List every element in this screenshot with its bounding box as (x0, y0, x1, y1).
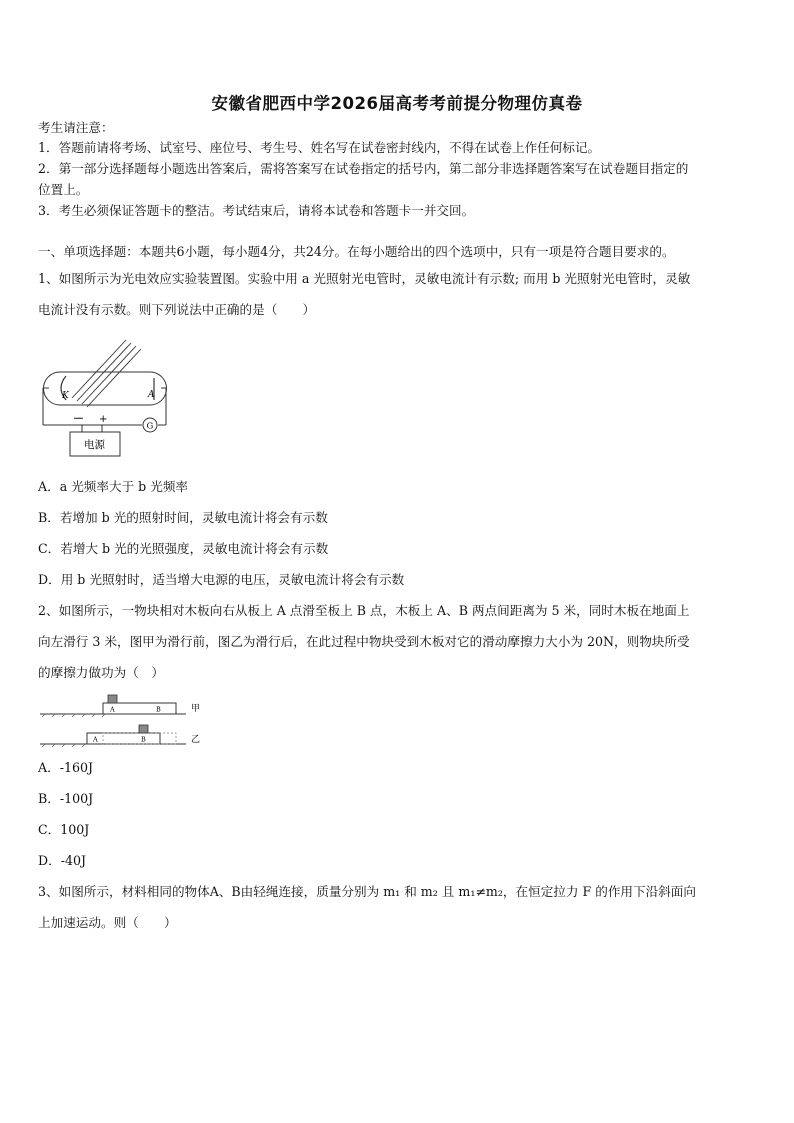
sliding-block-figure (38, 692, 208, 750)
q3-stem-line: 上加速运动。则（ ） (38, 915, 177, 930)
cathode-label: K (62, 391, 69, 401)
exam-title: 安徽省肥西中学2026届高考考前提分物理仿真卷 (211, 94, 583, 113)
q2-option-b[interactable]: B．-100J (38, 791, 94, 806)
point-b-label: B (141, 735, 146, 744)
q1-option-a[interactable]: A．a 光频率大于 b 光频率 (38, 479, 189, 494)
notice-item: 2．第一部分选择题每小题选出答案后，需将答案写在试卷指定的括号内，第二部分非选择题答案写在试卷题目指定的 (38, 161, 689, 176)
notice-item: 位置上。 (38, 182, 89, 197)
galvanometer-label: G (146, 421, 154, 432)
minus-terminal-label: － (73, 412, 84, 425)
q1-option-b[interactable]: B．若增加 b 光的照射时间，灵敏电流计将会有示数 (38, 510, 328, 525)
anode-label: A (148, 390, 155, 400)
power-supply-label: 电源 (84, 439, 105, 451)
notice-item: 3．考生必须保证答题卡的整洁。考试结束后，请将本试卷和答题卡一并交回。 (38, 203, 475, 218)
figure-yi (40, 725, 200, 747)
photoelectric-apparatus-figure (38, 334, 168, 459)
figure-jia-label: 甲 (191, 704, 201, 714)
board-yi (87, 733, 160, 744)
point-b-label: B (156, 705, 161, 714)
q2-option-c[interactable]: C．100J (38, 822, 90, 837)
q2-stem-line: 向左滑行 3 米，图甲为滑行前，图乙为滑行后，在此过程中物块受到木板对它的滑动摩擦力大小为 20N，则物块所受 (38, 634, 690, 649)
notice-item: 1．答题前请将考场、试室号、座位号、考生号、姓名写在试卷密封线内，不得在试卷上作任何标记。 (38, 140, 601, 155)
q2-option-a[interactable]: A．-160J (38, 760, 94, 775)
block-yi (139, 725, 148, 733)
q1-option-d[interactable]: D．用 b 光照射时，适当增大电源的电压，灵敏电流计将会有示数 (38, 572, 405, 587)
q1-stem-line: 1、如图所示为光电效应实验装置图。实验中用 a 光照射光电管时，灵敏电流计有示数; 而用 b 光照射光电管时，灵敏 (38, 271, 691, 286)
q1-stem-line: 电流计没有示数。则下列说法中正确的是（ ） (38, 302, 316, 317)
section-heading: 一、单项选择题：本题共6小题，每小题4分，共24分。在每小题给出的四个选项中，只有一项是符合题目要求的。 (38, 244, 675, 259)
point-a-label: A (110, 705, 115, 714)
figure-yi-label: 乙 (191, 735, 201, 745)
q1-option-c[interactable]: C．若增大 b 光的光照强度，灵敏电流计将会有示数 (38, 541, 329, 556)
plus-terminal-label: + (99, 414, 108, 425)
block-jia (108, 695, 117, 703)
figure-jia (40, 695, 200, 717)
q2-stem-line: 的摩擦力做功为（ ） (38, 665, 164, 680)
q3-stem-line: 3、如图所示，材料相同的物体A、B由轻绳连接，质量分别为 m₁ 和 m₂ 且 m₁≠m₂，在恒定拉力 F 的作用下沿斜面向 (38, 884, 696, 899)
light-rays (72, 340, 141, 407)
point-a-label: A (93, 735, 98, 744)
notice-heading: 考生请注意： (38, 120, 114, 135)
q2-option-d[interactable]: D．-40J (38, 853, 87, 868)
q2-stem-line: 2、如图所示，一物块相对木板向右从板上 A 点滑至板上 B 点，木板上 A、B 两点间距离为 5 米，同时木板在地面上 (38, 603, 690, 618)
